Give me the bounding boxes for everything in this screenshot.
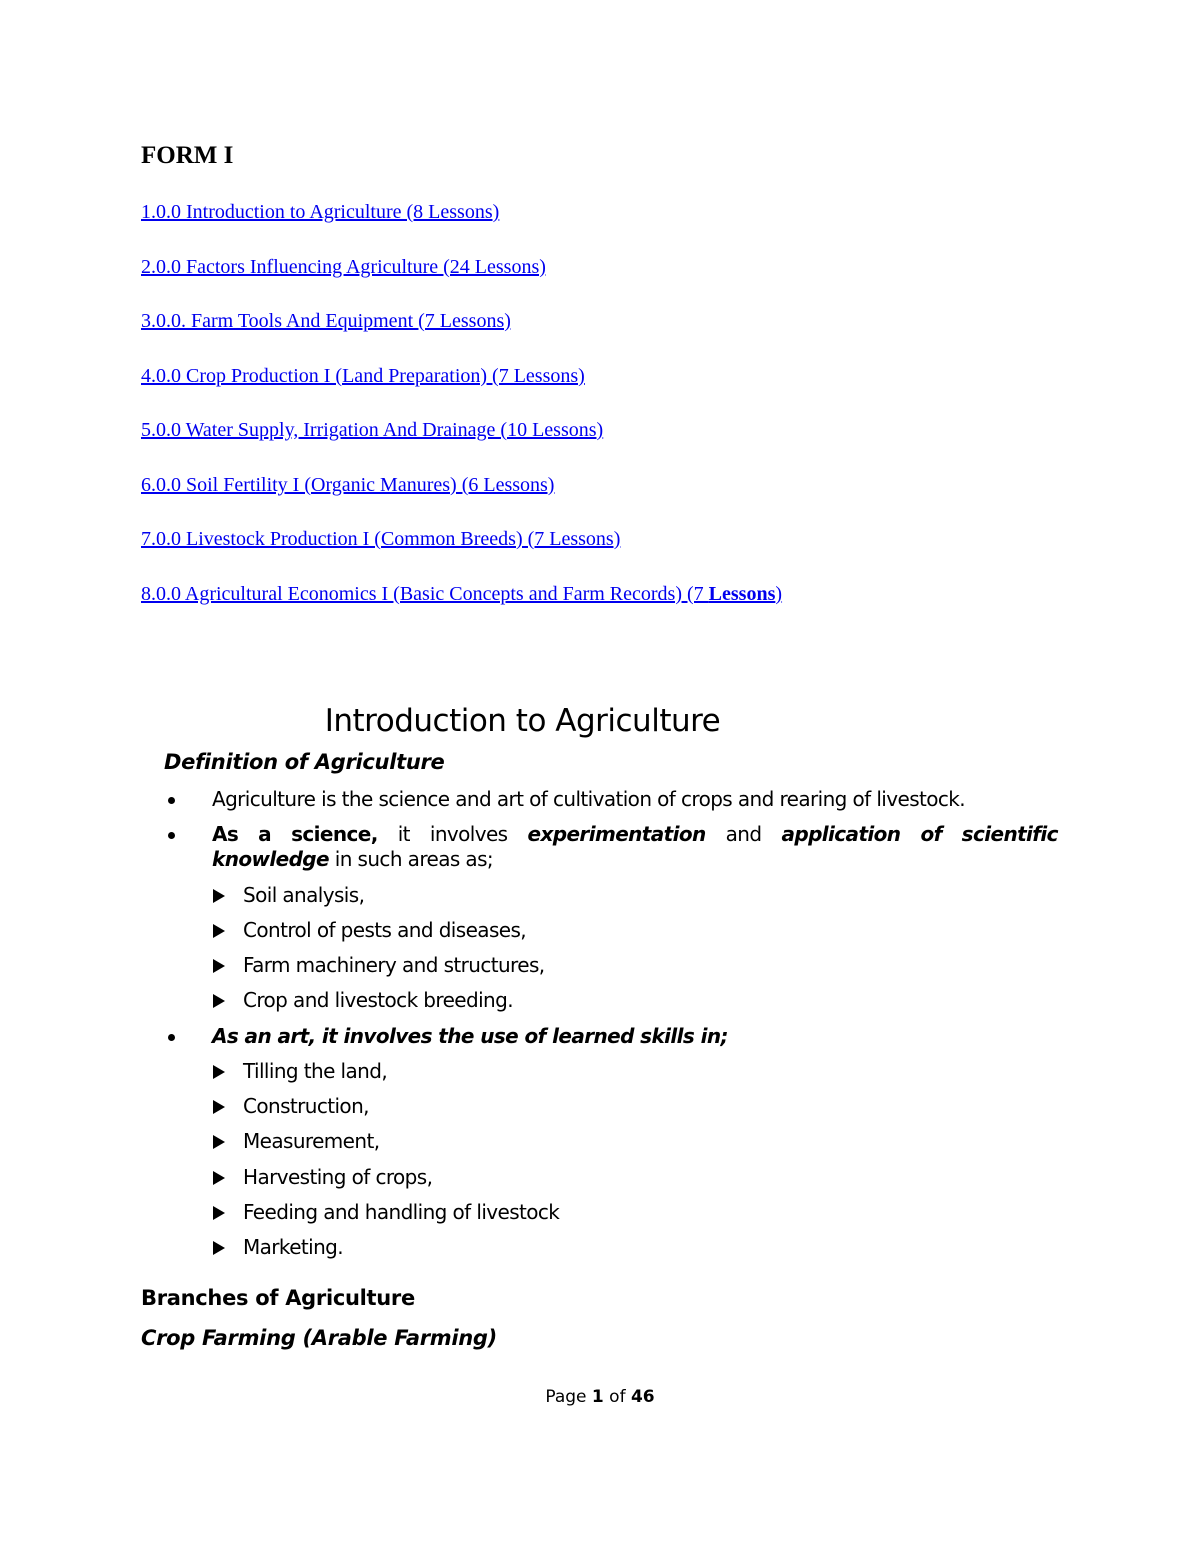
arrow-bullet-icon bbox=[213, 994, 225, 1008]
footer-page-number: 1 bbox=[591, 1387, 604, 1407]
list-item-text: Harvesting of crops, bbox=[243, 1165, 433, 1189]
list-item bbox=[213, 883, 364, 907]
bullet-text: Agriculture is the science and art of cultivation of crops and rearing of livestock. bbox=[212, 787, 966, 811]
bullet-text: As an art, it involves the use of learned skills in; bbox=[212, 1024, 728, 1048]
list-item-text: Construction, bbox=[243, 1094, 369, 1118]
toc-link-8-prefix: 8.0.0 Agricultural Economics I (Basic Concepts and Farm Records) (7 bbox=[141, 583, 709, 605]
arrow-bullet-icon bbox=[213, 1135, 225, 1149]
toc-link-8[interactable] bbox=[141, 583, 782, 606]
arrow-bullet-icon bbox=[213, 924, 225, 938]
definition-heading: Definition of Agriculture bbox=[164, 750, 445, 774]
text: in such areas as; bbox=[328, 847, 494, 871]
word: a bbox=[258, 822, 272, 846]
list-item-text: Farm machinery and structures, bbox=[243, 953, 545, 977]
word: application bbox=[781, 822, 901, 846]
toc-link-4[interactable]: 4.0.0 Crop Production I (Land Preparation) (7 Lessons) bbox=[141, 365, 585, 387]
word: involves bbox=[429, 822, 508, 846]
list-item bbox=[213, 1059, 387, 1083]
arrow-bullet-icon bbox=[213, 889, 225, 903]
toc-link-8-bold: Lessons bbox=[708, 583, 776, 605]
toc-link-2[interactable]: 2.0.0 Factors Influencing Agriculture (24 Lessons) bbox=[141, 256, 546, 278]
form-heading: FORM I bbox=[141, 142, 234, 169]
list-item bbox=[213, 1235, 343, 1259]
toc-link-3[interactable]: 3.0.0. Farm Tools And Equipment (7 Lessons) bbox=[141, 310, 511, 332]
crop-farming-heading: Crop Farming (Arable Farming) bbox=[141, 1326, 497, 1350]
list-item bbox=[213, 953, 545, 977]
toc-link-7[interactable]: 7.0.0 Livestock Production I (Common Breeds) (7 Lessons) bbox=[141, 528, 621, 550]
word: scientific bbox=[961, 822, 1058, 846]
list-item bbox=[213, 1129, 379, 1153]
arrow-bullet-icon bbox=[213, 1241, 225, 1255]
toc-link-6[interactable]: 6.0.0 Soil Fertility I (Organic Manures) (6 Lessons) bbox=[141, 474, 555, 496]
arrow-bullet-icon bbox=[213, 1206, 225, 1220]
list-item bbox=[213, 1200, 559, 1224]
word: experimentation bbox=[527, 822, 706, 846]
arrow-bullet-icon bbox=[213, 1065, 225, 1079]
word: science, bbox=[291, 822, 378, 846]
toc-link-8-suffix: ) bbox=[775, 583, 783, 605]
list-item bbox=[213, 1165, 432, 1189]
list-item-text: Control of pests and diseases, bbox=[243, 918, 527, 942]
bullet-icon bbox=[168, 1034, 175, 1041]
footer-page-word: Page bbox=[545, 1387, 587, 1407]
footer-of-word: of bbox=[609, 1387, 626, 1407]
word: and bbox=[725, 822, 762, 846]
branches-heading: Branches of Agriculture bbox=[141, 1286, 415, 1310]
list-item-text: Marketing. bbox=[243, 1235, 344, 1259]
arrow-bullet-icon bbox=[213, 1171, 225, 1185]
list-item-text: Soil analysis, bbox=[243, 883, 365, 907]
bullet-icon bbox=[168, 832, 175, 839]
list-item bbox=[213, 918, 526, 942]
bullet-science-line2 bbox=[212, 847, 493, 871]
toc-link-5[interactable]: 5.0.0 Water Supply, Irrigation And Drainage (10 Lessons) bbox=[141, 419, 604, 441]
word: it bbox=[397, 822, 410, 846]
toc-link-1[interactable]: 1.0.0 Introduction to Agriculture (8 Lessons) bbox=[141, 201, 500, 223]
arrow-bullet-icon bbox=[213, 1100, 225, 1114]
footer-page-total: 46 bbox=[630, 1387, 655, 1407]
bullet-science-line1 bbox=[212, 822, 1058, 846]
list-item-text: Tilling the land, bbox=[243, 1059, 388, 1083]
word: of bbox=[920, 822, 942, 846]
list-item bbox=[213, 988, 513, 1012]
word: knowledge bbox=[212, 847, 329, 871]
word: As bbox=[212, 822, 239, 846]
list-item-text: Measurement, bbox=[243, 1129, 380, 1153]
page-footer bbox=[0, 1387, 1200, 1407]
arrow-bullet-icon bbox=[213, 959, 225, 973]
list-item bbox=[213, 1094, 369, 1118]
list-item-text: Crop and livestock breeding. bbox=[243, 988, 513, 1012]
section-title: Introduction to Agriculture bbox=[324, 703, 721, 739]
bullet-icon bbox=[168, 797, 175, 804]
list-item-text: Feeding and handling of livestock bbox=[243, 1200, 560, 1224]
